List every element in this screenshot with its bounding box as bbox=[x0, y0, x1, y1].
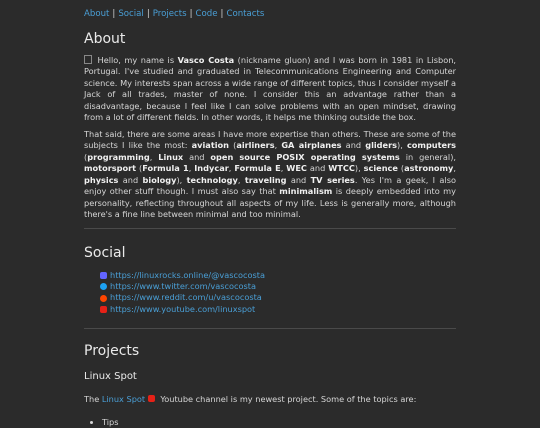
about-text: . Yes I'm a geek, I also enjoy other stuff though. I must also say that bbox=[84, 174, 456, 196]
linux-spot-heading: Linux Spot bbox=[84, 371, 137, 383]
interest-ga-airplanes: GA airplanes bbox=[281, 140, 342, 150]
social-link-mastodon bbox=[100, 270, 456, 281]
social-link-twitter bbox=[100, 281, 456, 292]
interest-aviation: aviation bbox=[191, 140, 229, 150]
about-text: and bbox=[286, 174, 311, 185]
nav-separator: | bbox=[112, 9, 116, 19]
about-text: Hello, my name is bbox=[94, 54, 178, 65]
interest-wec: WEC bbox=[286, 163, 307, 173]
linux-spot-paragraph bbox=[84, 394, 456, 406]
page-content bbox=[84, 0, 456, 428]
interest-formula-e: Formula E bbox=[234, 163, 281, 173]
interest-physics: physics bbox=[84, 174, 119, 185]
about-text: (nickname gluon) and I was born in 1981 in Lisbon, Portugal. I've studied and graduated in Telecommunications Engineering and Computer science. My interests span across a wide range of different topics, thus I consider myself a Jack of all trades, master of none. I consider this an advantage rather than a disadvantage, because I feel like I can solve problems with an open mindset, drawing from a lot of different fields. In other words, it helps me thinking outside the box. bbox=[84, 54, 456, 122]
nav-link-social[interactable]: Social bbox=[118, 9, 144, 19]
projects-section bbox=[84, 342, 456, 428]
reddit-icon bbox=[100, 295, 107, 302]
about-text: is deeply embedded into my personality, reflecting throughout all aspects of my life. Less is generally more, although there's a fine line between minimal and too minimal. bbox=[84, 186, 456, 219]
nav-link-contacts[interactable]: Contacts bbox=[226, 9, 265, 19]
interest-computers: computers bbox=[406, 140, 457, 150]
social-links-list bbox=[84, 270, 456, 316]
section-divider bbox=[84, 228, 456, 229]
interest-motorsport: motorsport bbox=[84, 163, 137, 173]
twitter-icon bbox=[100, 283, 107, 290]
about-text: and bbox=[306, 163, 329, 173]
nav-link-about[interactable]: About bbox=[84, 9, 110, 19]
about-section bbox=[84, 30, 456, 221]
about-heading: About bbox=[84, 30, 126, 47]
interest-biology: biology bbox=[142, 174, 177, 185]
about-text: , bbox=[280, 163, 287, 173]
topics-list bbox=[84, 416, 456, 428]
top-nav bbox=[84, 9, 456, 21]
projects-heading: Projects bbox=[84, 343, 140, 360]
about-text: , bbox=[274, 140, 282, 150]
interest-linux: Linux bbox=[158, 151, 184, 162]
about-text: ), bbox=[397, 140, 407, 150]
about-text: in general), bbox=[399, 151, 456, 162]
youtube-icon bbox=[148, 395, 155, 402]
interest-wtcc: WTCC bbox=[328, 163, 355, 173]
interest-formula-1: Formula 1 bbox=[142, 163, 189, 173]
interest-gliders: gliders bbox=[365, 140, 398, 150]
section-divider bbox=[84, 328, 456, 329]
about-text: ( bbox=[229, 140, 237, 150]
mastodon-icon bbox=[100, 272, 107, 279]
project-text: Youtube channel is my newest project. Some of the topics are: bbox=[157, 394, 417, 405]
interest-indycar: Indycar bbox=[194, 163, 229, 173]
twitter-link[interactable]: https://www.twitter.com/vascocosta bbox=[110, 280, 257, 291]
interest-astronomy: astronomy bbox=[404, 163, 454, 173]
interest-science: science bbox=[363, 163, 398, 173]
interest-minimalism: minimalism bbox=[279, 186, 333, 196]
interest-tv-series: TV series bbox=[310, 174, 355, 185]
reddit-link[interactable]: https://www.reddit.com/u/vascocosta bbox=[110, 292, 262, 303]
nav-link-projects[interactable]: Projects bbox=[152, 9, 187, 19]
list-item: • Tips bbox=[102, 416, 456, 428]
about-text: and bbox=[341, 140, 366, 150]
nav-link-code[interactable]: Code bbox=[195, 9, 218, 19]
mastodon-link[interactable]: https://linuxrocks.online/@vascocosta bbox=[110, 269, 265, 280]
broken-image-icon bbox=[84, 55, 92, 64]
social-link-youtube bbox=[100, 304, 456, 315]
social-heading: Social bbox=[84, 244, 126, 261]
project-text: The bbox=[84, 394, 102, 405]
interest-posix: open source POSIX operating systems bbox=[210, 151, 400, 162]
about-text: , bbox=[237, 174, 245, 185]
about-paragraph-1 bbox=[84, 55, 456, 124]
about-text: ), bbox=[176, 174, 187, 185]
interest-airliners: airliners bbox=[236, 140, 275, 150]
interest-technology: technology bbox=[186, 174, 238, 185]
interest-traveling: traveling bbox=[244, 174, 287, 185]
about-text: ), bbox=[354, 163, 364, 173]
social-link-reddit bbox=[100, 292, 456, 303]
social-section bbox=[84, 244, 456, 316]
author-name: Vasco Costa bbox=[177, 54, 235, 65]
youtube-link[interactable]: https://www.youtube.com/linuxspot bbox=[110, 303, 256, 314]
about-text: ( bbox=[84, 151, 88, 162]
linux-spot-link[interactable]: Linux Spot bbox=[101, 394, 146, 405]
about-text: , bbox=[149, 151, 159, 162]
about-text: ( bbox=[136, 163, 143, 173]
about-text: and bbox=[118, 174, 143, 185]
about-text: That said, there are some areas I have more expertise than others. These are some of the subjects I like the most: bbox=[84, 128, 456, 150]
about-text: , bbox=[453, 163, 457, 173]
nav-separator: | bbox=[220, 9, 224, 19]
about-paragraph-2 bbox=[84, 129, 456, 221]
youtube-icon bbox=[100, 306, 107, 313]
interest-programming: programming bbox=[87, 151, 150, 162]
about-text: , bbox=[228, 163, 235, 173]
nav-separator: | bbox=[189, 9, 193, 19]
about-text: , bbox=[188, 163, 195, 173]
about-text: ( bbox=[397, 163, 405, 173]
about-text: and bbox=[183, 151, 211, 162]
nav-separator: | bbox=[146, 9, 150, 19]
